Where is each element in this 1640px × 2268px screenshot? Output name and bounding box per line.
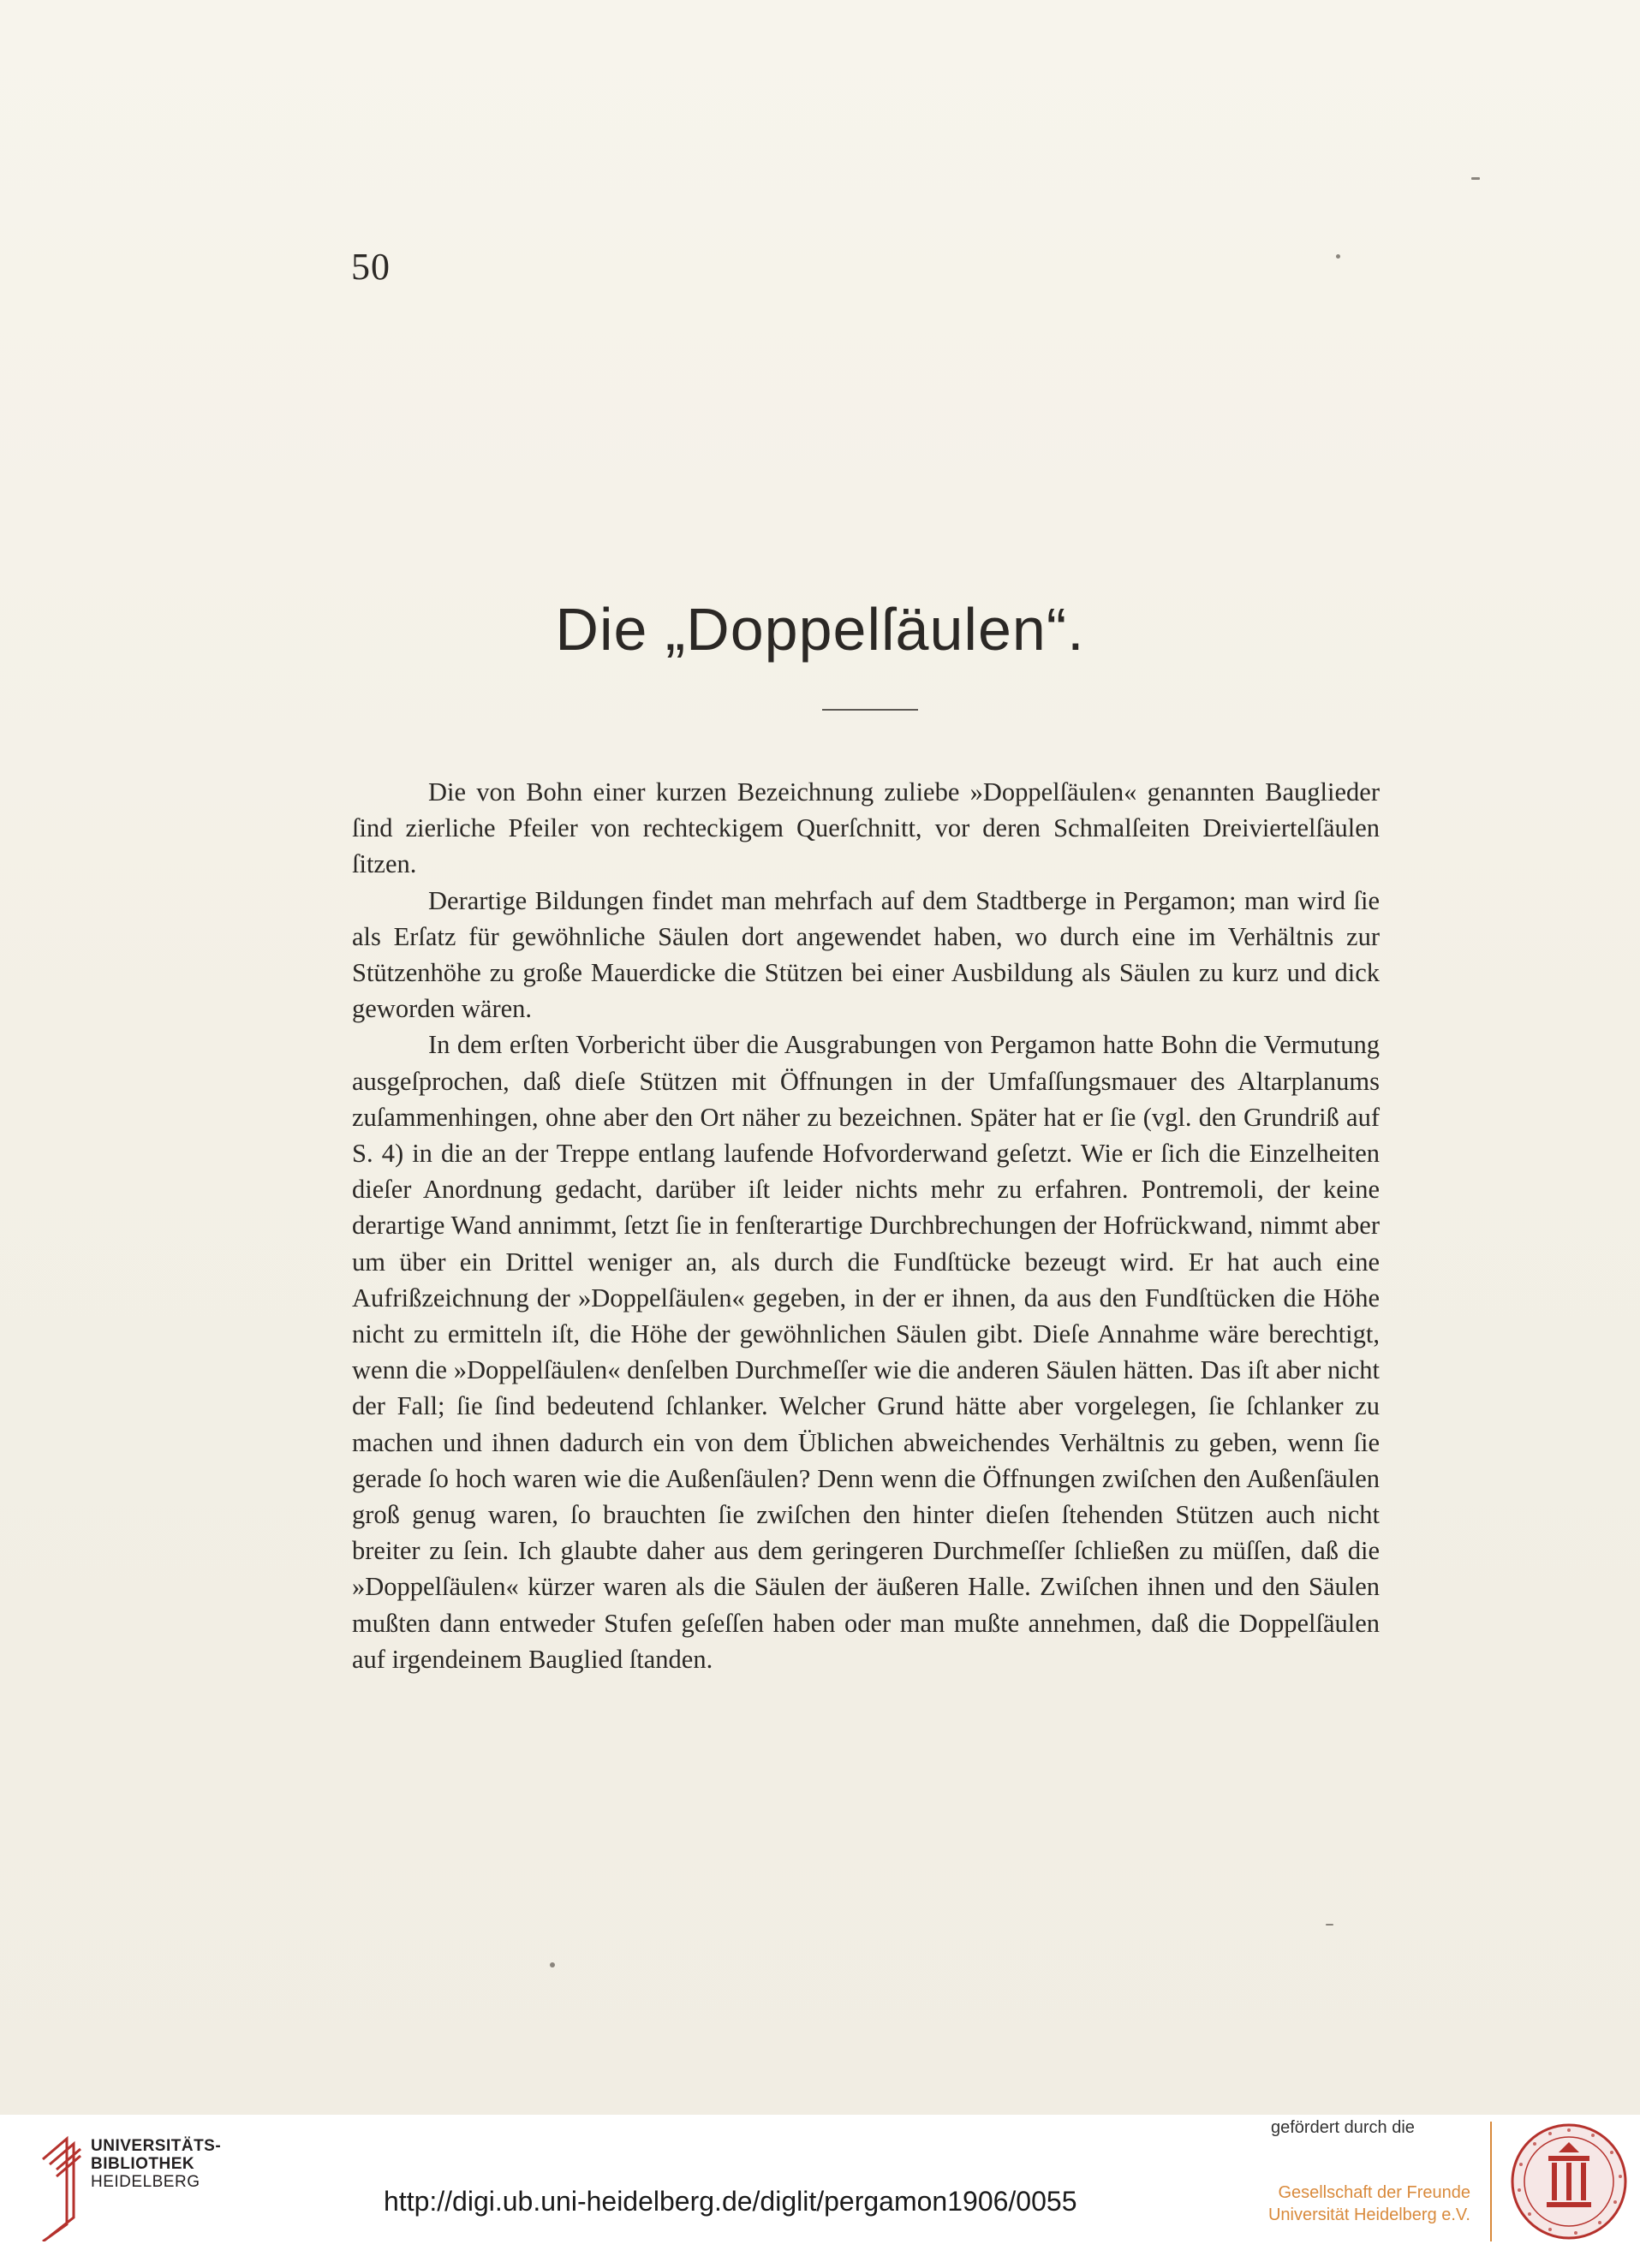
sponsor-name bbox=[1268, 2182, 1470, 2226]
library-name bbox=[91, 2137, 221, 2191]
body-text bbox=[352, 774, 1380, 1677]
paragraph-3: In dem erſten Vorbericht über die Ausgrabungen von Pergamon hatte Bohn die Vermutung ausgeſprochen, daß dieſe Stützen mit Öffnungen in der Umfaſſungsmauer des Altarplanums zuſammenhingen, ohne aber den Ort näher zu bezeichnen. Später hat er ſie (vgl. den Grundriß auf S. 4) in die an der Treppe entlang laufende Hofvorderwand geſetzt. Wie er ſich die Einzelheiten dieſer Anordnung gedacht, darüber iſt leider nichts mehr zu erfahren. Pontremoli, der keine derartige Wand annimmt, ſetzt ſie in fenſterartige Durchbrechungen der Hofrückwand, nimmt aber um über ein Drittel weniger an, als durch die Fundſtücke bezeugt wird. Er hat auch eine Aufrißzeichnung der »Doppelſäulen« gegeben, in der er ihnen, da aus den Fundſtücken die Höhe nicht zu ermitteln iſt, die Höhe der gewöhnlichen Säulen gibt. Dieſe Annahme wäre berechtigt, wenn die »Doppelſäulen« denſelben Durchmeſſer wie die anderen Säulen hätten. Das iſt aber nicht der Fall; ſie ſind bedeutend ſchlanker. Welcher Grund hätte aber vorgelegen, ſie ſchlanker zu machen und ihnen dadurch ein von dem Üblichen abweichendes Verhältnis zu geben, wenn ſie gerade ſo hoch waren wie die Außenſäulen? Denn wenn die Öffnungen zwiſchen den Außenſäulen groß genug waren, ſo brauchten ſie zwiſchen den hinter dieſen ſtehenden Stützen auch nicht breiter zu ſein. Ich glaubte daher aus dem geringeren Durchmeſſer ſchließen zu müſſen, daß die »Doppelſäulen« kürzer waren als die Säulen der äußeren Halle. Zwiſchen ihnen und den Säulen mußten dann entweder Stufen geſeſſen haben oder man mußte annehmen, daß die Doppelſäulen auf irgendeinem Bauglied ſtanden. bbox=[352, 1030, 1380, 1674]
sponsor-divider bbox=[1490, 2122, 1492, 2241]
funded-by-label: gefördert durch die bbox=[1271, 2118, 1415, 2137]
university-seal-icon bbox=[1509, 2122, 1629, 2241]
sponsor-name-line1: Gesellschaft der Freunde bbox=[1278, 2183, 1470, 2202]
scan-speck bbox=[1326, 1924, 1333, 1926]
page-title: Die „Doppelſäulen“. bbox=[555, 596, 1085, 663]
library-name-line3: HEIDELBERG bbox=[91, 2173, 200, 2191]
scan-speck bbox=[550, 1962, 555, 1967]
library-name-line1: UNIVERSITÄTS- bbox=[91, 2137, 222, 2155]
permalink-url[interactable]: http://digi.ub.uni-heidelberg.de/diglit/pergamon1906/0055 bbox=[384, 2186, 1077, 2217]
scan-speck bbox=[1471, 177, 1480, 180]
title-divider bbox=[822, 709, 918, 711]
library-name-line2: BIBLIOTHEK bbox=[91, 2155, 195, 2173]
page-number: 50 bbox=[351, 246, 391, 288]
paragraph-2: Derartige Bildungen findet man mehrfach auf dem Stadtberge in Pergamon; man wird ſie als Erſatz für gewöhnliche Säulen dort angewendet haben, wo durch eine im Verhältnis zur Stützenhöhe zu große Mauerdicke die Stützen bei einer Ausbildung als Säulen zu kurz und dick geworden wären. bbox=[352, 885, 1380, 1024]
scan-speck bbox=[1336, 254, 1340, 259]
sponsor-name-line2: Universität Heidelberg e.V. bbox=[1267, 2205, 1470, 2224]
paragraph-1: Die von Bohn einer kurzen Bezeichnung zuliebe »Doppelſäulen« genannten Bauglieder ſind zierliche Pfeiler von rechteckigem Querſchnitt, vor deren Schmalſeiten Dreiviertelſäulen ſitzen. bbox=[352, 777, 1380, 879]
